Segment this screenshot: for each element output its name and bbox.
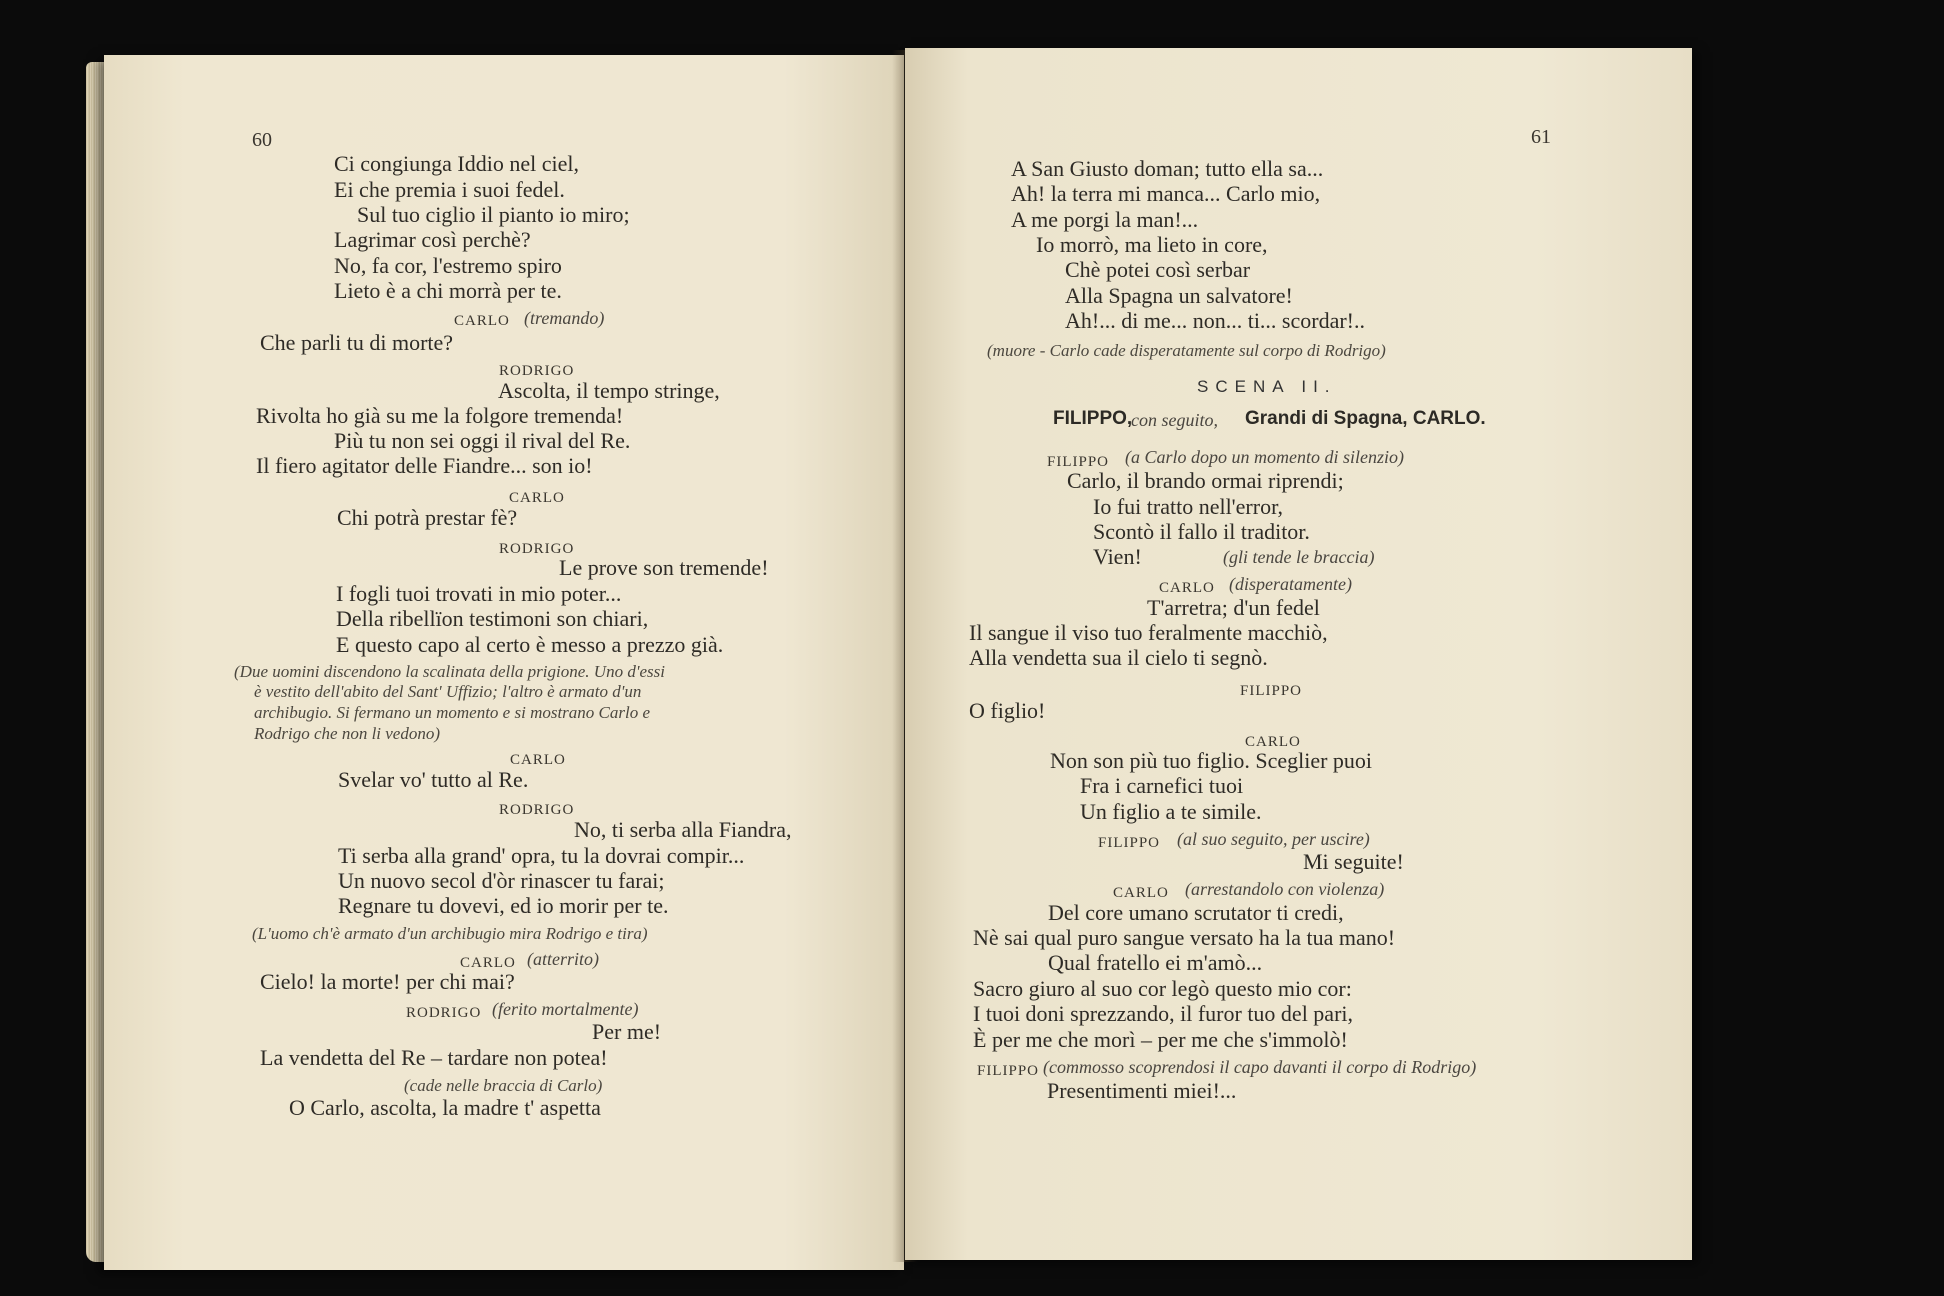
- verse-line: Un figlio a te simile.: [1080, 799, 1262, 824]
- page-number: 61: [1531, 126, 1551, 148]
- stage-direction: (a Carlo dopo un momento di silenzio): [1125, 447, 1404, 467]
- verse-line: No, ti serba alla Fiandra,: [574, 817, 792, 842]
- character-list: FILIPPO,: [1053, 408, 1133, 429]
- verse-line: È per me che morì – per me che s'immolò!: [973, 1027, 1348, 1052]
- speaker-name: FILIPPO: [1047, 454, 1110, 470]
- verse-line: Per me!: [592, 1019, 662, 1044]
- verse-line: Alla Spagna un salvatore!: [1065, 283, 1293, 308]
- verse-line: La vendetta del Re – tardare non potea!: [260, 1045, 608, 1070]
- left-page: [104, 55, 904, 1270]
- stage-direction: (Due uomini discendono la scalinata della prigione. Uno d'essi: [234, 662, 665, 681]
- stage-direction: (cade nelle braccia di Carlo): [404, 1076, 603, 1095]
- verse-line: Scontò il fallo il traditor.: [1093, 519, 1310, 544]
- verse-line: Carlo, il brando ormai riprendi;: [1067, 468, 1344, 493]
- speaker-name: FILIPPO: [977, 1063, 1040, 1079]
- verse-line: Sacro giuro al suo cor legò questo mio cor:: [973, 976, 1352, 1001]
- verse-line: No, fa cor, l'estremo spiro: [334, 253, 562, 278]
- speaker-name: CARLO: [509, 490, 565, 506]
- speaker-name: RODRIGO: [406, 1005, 482, 1021]
- stage-direction: (disperatamente): [1229, 574, 1352, 594]
- verse-line: A San Giusto doman; tutto ella sa...: [1011, 156, 1324, 181]
- verse-line: Lieto è a chi morrà per te.: [334, 278, 562, 303]
- right-page: [905, 48, 1692, 1260]
- stage-direction: archibugio. Si fermano un momento e si mostrano Carlo e: [254, 703, 651, 722]
- stage-direction: (ferito mortalmente): [492, 999, 639, 1019]
- verse-line: Ascolta, il tempo stringe,: [498, 378, 720, 403]
- speaker-name: CARLO: [1245, 734, 1301, 750]
- stage-direction: (gli tende le braccia): [1223, 547, 1375, 567]
- verse-line: Ah! la terra mi manca... Carlo mio,: [1011, 181, 1321, 206]
- stage-direction: (L'uomo ch'è armato d'un archibugio mira Rodrigo e tira): [252, 924, 648, 943]
- verse-line: Lagrimar così perchè?: [334, 227, 531, 252]
- speaker-name: CARLO: [1113, 885, 1169, 901]
- verse-line: Presentimenti miei!...: [1047, 1078, 1237, 1103]
- speaker-name: RODRIGO: [499, 541, 575, 557]
- verse-line: I fogli tuoi trovati in mio poter...: [336, 581, 622, 606]
- verse-line: Ei che premia i suoi fedel.: [334, 177, 565, 202]
- verse-line: Ah!... di me... non... ti... scordar!..: [1065, 308, 1365, 333]
- stage-direction: Rodrigo che non li vedono): [254, 724, 441, 743]
- verse-line: Alla vendetta sua il cielo ti segnò.: [969, 645, 1268, 670]
- verse-line: I tuoi doni sprezzando, il furor tuo del pari,: [973, 1001, 1354, 1026]
- verse-line: Chè potei così serbar: [1065, 257, 1251, 282]
- verse-line: Io morrò, ma lieto in core,: [1036, 232, 1268, 257]
- verse-line: Chi potrà prestar fè?: [337, 505, 518, 530]
- stage-direction: (muore - Carlo cade disperatamente sul corpo di Rodrigo): [987, 341, 1386, 360]
- verse-line: Che parli tu di morte?: [260, 330, 454, 355]
- verse-line: T'arretra; d'un fedel: [1147, 595, 1320, 620]
- character-list: Grandi di Spagna, CARLO.: [1245, 408, 1486, 429]
- verse-line: Il sangue il viso tuo feralmente macchiò,: [969, 620, 1328, 645]
- page-number: 60: [252, 129, 272, 151]
- verse-line: Mi seguite!: [1303, 849, 1404, 874]
- stage-direction: con seguito,: [1131, 410, 1218, 430]
- stage-direction: (arrestandolo con violenza): [1185, 879, 1385, 899]
- verse-line: Nè sai qual puro sangue versato ha la tua mano!: [973, 925, 1396, 950]
- stage-direction: (atterrito): [527, 949, 599, 969]
- verse-line: Regnare tu dovevi, ed io morir per te.: [338, 893, 669, 918]
- verse-line: Ci congiunga Iddio nel ciel,: [334, 151, 579, 176]
- verse-line: Sul tuo ciglio il pianto io miro;: [357, 202, 630, 227]
- verse-line: Le prove son tremende!: [559, 555, 769, 580]
- verse-line: E questo capo al certo è messo a prezzo già.: [336, 632, 724, 657]
- verse-line: Un nuovo secol d'òr rinascer tu farai;: [338, 868, 665, 893]
- speaker-name: CARLO: [454, 313, 510, 329]
- verse-line: Più tu non sei oggi il rival del Re.: [334, 428, 631, 453]
- verse-line: A me porgi la man!...: [1011, 207, 1199, 232]
- verse-line: Non son più tuo figlio. Sceglier puoi: [1050, 748, 1373, 773]
- verse-line: Qual fratello ei m'amò...: [1048, 950, 1263, 975]
- stage-direction: (al suo seguito, per uscire): [1177, 829, 1370, 849]
- speaker-name: FILIPPO: [1240, 683, 1303, 699]
- verse-line: Ti serba alla grand' opra, tu la dovrai compir...: [338, 843, 745, 868]
- verse-line: Svelar vo' tutto al Re.: [338, 767, 529, 792]
- verse-line: Cielo! la morte! per chi mai?: [260, 969, 515, 994]
- stage-direction: (tremando): [524, 308, 605, 328]
- verse-line: Fra i carnefici tuoi: [1080, 773, 1244, 798]
- verse-line: Io fui tratto nell'error,: [1093, 494, 1284, 519]
- verse-line: O figlio!: [969, 698, 1046, 723]
- speaker-name: CARLO: [460, 955, 516, 971]
- stage-direction: è vestito dell'abito del Sant' Uffizio; l'altro è armato d'un: [254, 682, 642, 701]
- speaker-name: RODRIGO: [499, 363, 575, 379]
- verse-line: Rivolta ho già su me la folgore tremenda!: [256, 403, 624, 428]
- speaker-name: RODRIGO: [499, 802, 575, 818]
- verse-line: Della ribellïon testimoni son chiari,: [336, 606, 649, 631]
- scene-heading: SCENA II.: [1197, 377, 1337, 396]
- verse-line: Del core umano scrutator ti credi,: [1048, 900, 1344, 925]
- verse-line: Il fiero agitator delle Fiandre... son io!: [256, 453, 593, 478]
- speaker-name: CARLO: [1159, 580, 1215, 596]
- speaker-name: FILIPPO: [1098, 835, 1161, 851]
- verse-line: O Carlo, ascolta, la madre t' aspetta: [289, 1095, 601, 1120]
- verse-line: Vien!: [1093, 544, 1142, 569]
- speaker-name: CARLO: [510, 752, 566, 768]
- stage-direction: (commosso scoprendosi il capo davanti il corpo di Rodrigo): [1043, 1057, 1477, 1077]
